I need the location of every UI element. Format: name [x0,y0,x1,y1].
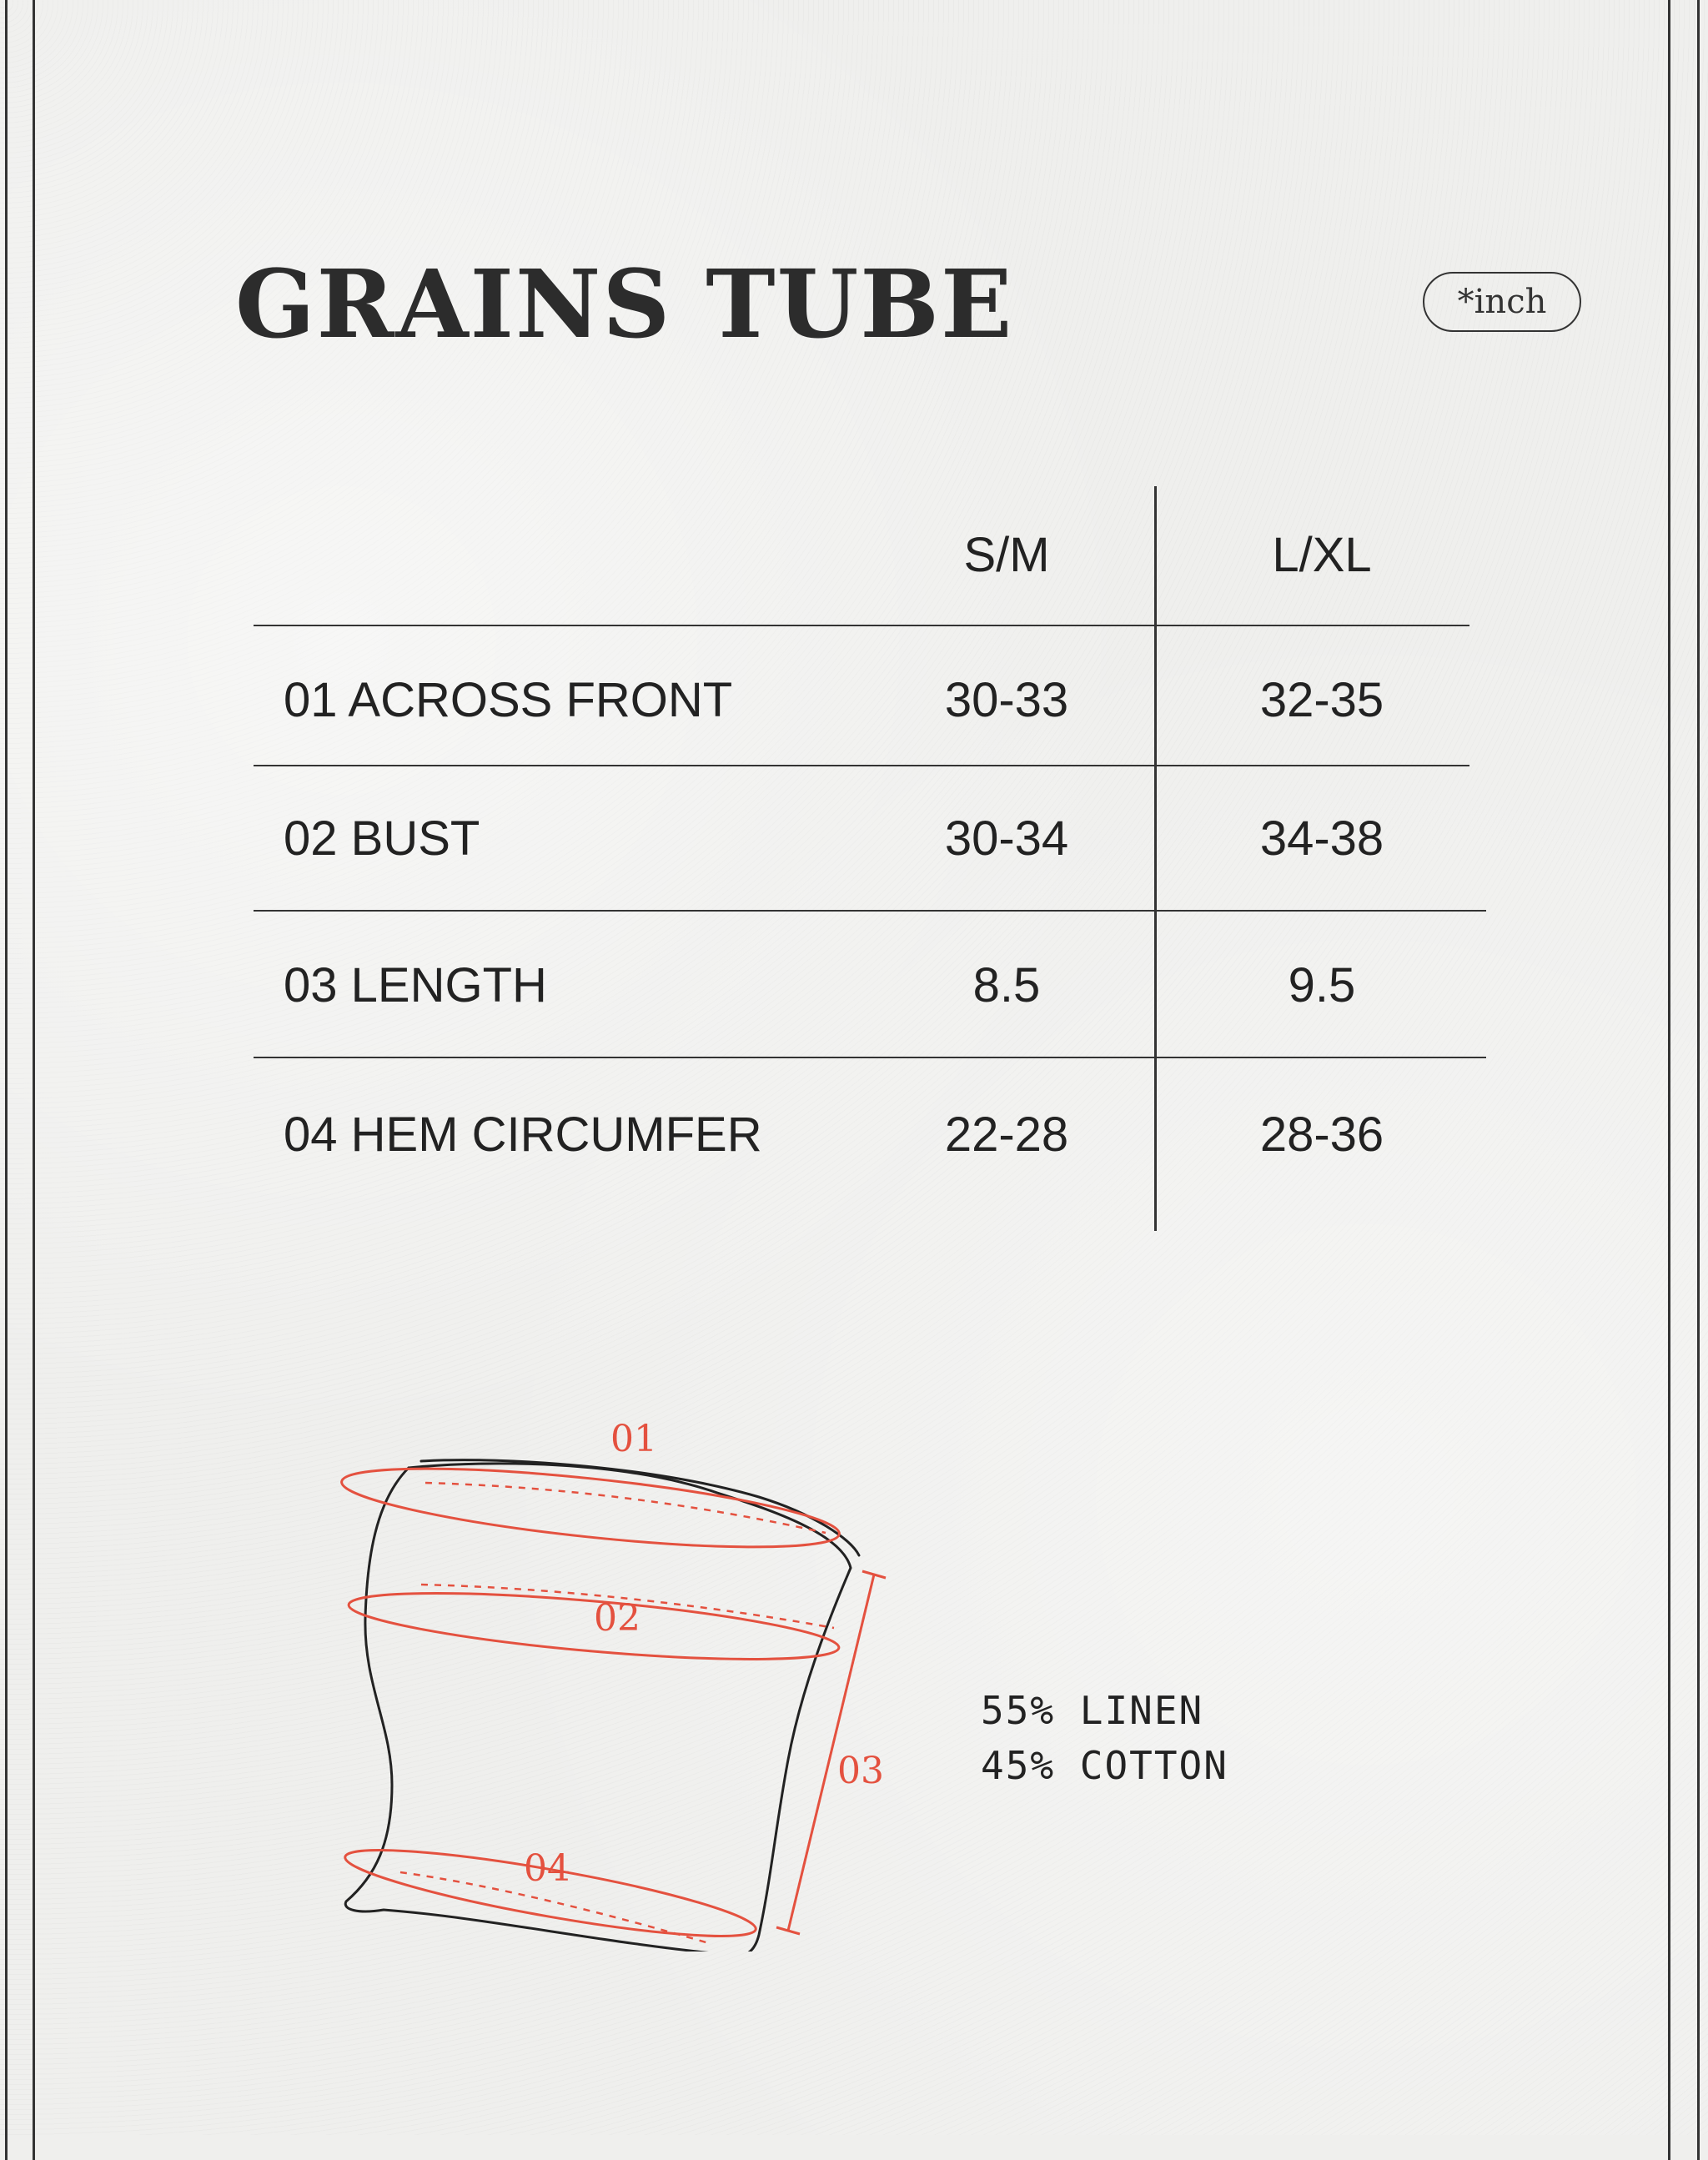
tube-top-measurement-diagram [325,1409,926,1952]
value-hem-lxl: 28-36 [1259,1108,1384,1162]
unit-badge: *inch [1423,272,1581,332]
diagram-label-03: 03 [837,1750,884,1792]
value-hem-sm: 22-28 [944,1108,1069,1162]
table-divider-2 [254,765,1469,766]
value-across-front-lxl: 32-35 [1259,673,1384,727]
diagram-label-01: 01 [610,1418,657,1460]
value-length-lxl: 9.5 [1288,958,1356,1012]
value-across-front-sm: 30-33 [944,673,1069,727]
diagram-label-04: 04 [524,1847,570,1890]
product-title: GRAINS TUBE [235,250,1014,359]
table-divider-3 [254,910,1486,912]
diagram-label-02: 02 [594,1597,640,1640]
fabric-composition [981,1683,1228,1793]
column-header-sm: S/M [963,528,1050,582]
column-header-lxl: L/XL [1272,528,1372,582]
garment-outline [345,1460,859,1952]
row-label-across-front: 01 ACROSS FRONT [284,673,733,727]
fabric-line-cotton: 45% COTTON [981,1743,1228,1788]
fabric-line-linen: 55% LINEN [981,1688,1204,1733]
table-divider-1 [254,625,1469,626]
measure-lines [339,1453,886,1952]
table-column-divider [1154,486,1157,1231]
row-label-length: 03 LENGTH [284,958,547,1012]
table-divider-4 [254,1057,1486,1058]
value-bust-sm: 30-34 [944,811,1069,866]
value-length-sm: 8.5 [972,958,1041,1012]
measure-across-front [339,1453,842,1563]
row-label-bust: 02 BUST [284,811,480,866]
value-bust-lxl: 34-38 [1259,811,1384,866]
row-label-hem-circumference: 04 HEM CIRCUMFER [284,1108,762,1162]
